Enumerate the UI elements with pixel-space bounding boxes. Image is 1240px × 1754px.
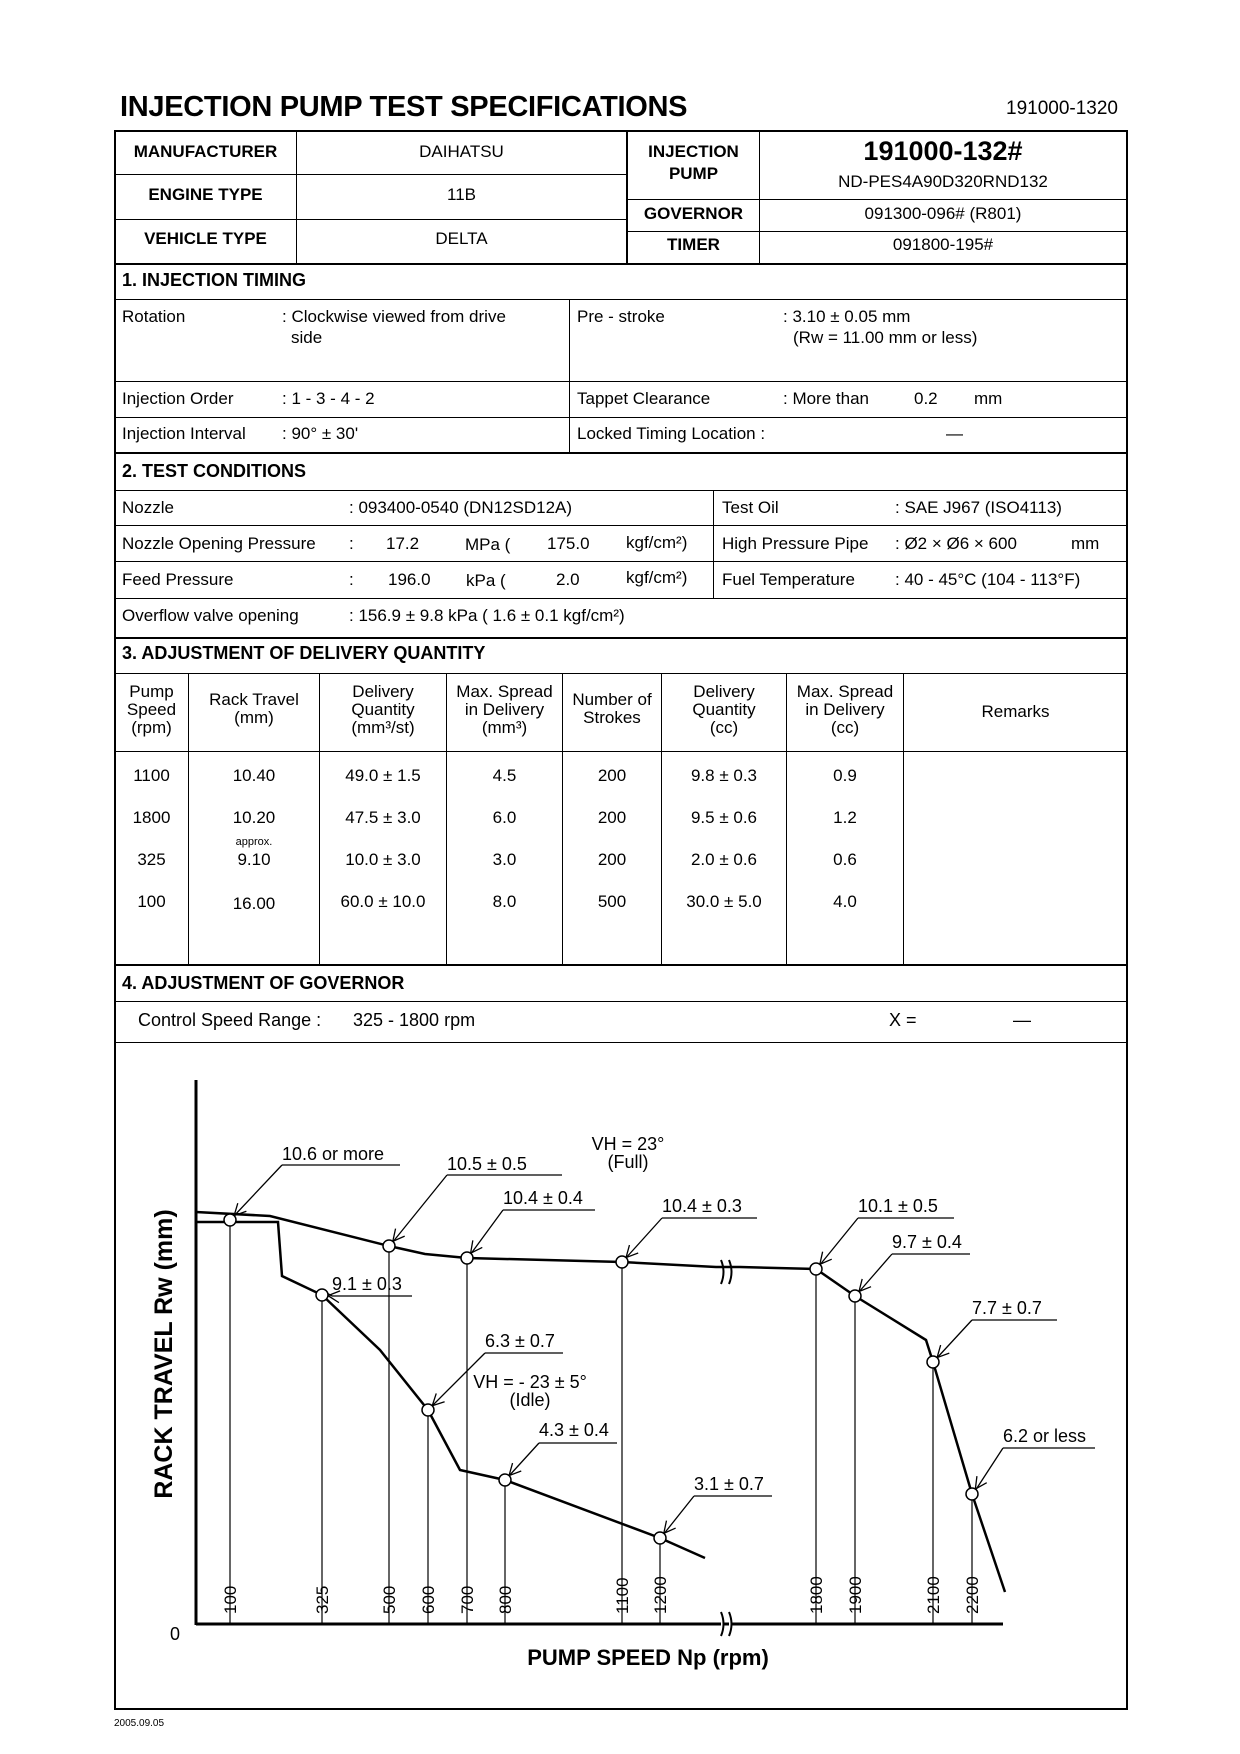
injection-order-label: Injection Order [122, 389, 234, 408]
nozzle-opening-pressure-colon: : [349, 534, 354, 553]
row4-speed: 100 [137, 892, 166, 911]
prestroke-value: : 3.10 ± 0.05 mm [783, 307, 911, 326]
full-1100-leader [625, 1218, 662, 1259]
x-tick-1100: 1100 [613, 1577, 632, 1614]
timer-value: 091800-195# [892, 235, 994, 254]
governor-label: GOVERNOR [643, 204, 744, 223]
full-load-label: VH = 23° [591, 1134, 665, 1154]
row3-quantity-cc: 2.0 ± 0.6 [690, 850, 758, 869]
idle-800-leader [508, 1443, 539, 1477]
x-tick-2100: 2100 [924, 1576, 943, 1614]
row1-strokes: 200 [597, 766, 627, 785]
header-number-of-strokes: Number of Strokes [572, 690, 652, 727]
header-max-spread-mm3: Max. Spread in Delivery (mm³) [456, 682, 553, 737]
x-label: X = [889, 1010, 917, 1030]
x-tick-325: 325 [313, 1585, 332, 1614]
nozzle-opening-pressure-mpa: 17.2 [386, 534, 420, 553]
idle-800-label: 4.3 ± 0.4 [539, 1420, 609, 1440]
rotation-value: : Clockwise viewed from drive [282, 307, 506, 326]
row1-rack: 10.40 [232, 766, 276, 785]
x-tick-500: 500 [380, 1585, 399, 1614]
governor-value: 091300-096# (R801) [864, 204, 1022, 223]
row1-quantity-cc: 9.8 ± 0.3 [690, 766, 758, 785]
idle-325-point [316, 1289, 328, 1301]
high-pressure-pipe-value: : Ø2 × Ø6 × 600 [895, 534, 1017, 553]
full-700-point [461, 1252, 473, 1264]
row3-spread: 3.0 [492, 850, 517, 869]
row4-quantity: 60.0 ± 10.0 [340, 892, 426, 911]
idle-1200-label: 3.1 ± 0.7 [694, 1474, 764, 1494]
header-delivery-quantity-mm3: Delivery Quantity (mm³/st) [351, 682, 415, 737]
full-2100-point [927, 1356, 939, 1368]
full-700-label: 10.4 ± 0.4 [503, 1188, 583, 1208]
engine-type-label: ENGINE TYPE [148, 185, 263, 204]
feed-pressure-colon: : [349, 570, 354, 589]
kpa-unit: kPa ( [466, 571, 506, 590]
full-2100-label: 7.7 ± 0.7 [972, 1298, 1042, 1318]
full-1900-leader [858, 1254, 892, 1293]
vehicle-type-label: VEHICLE TYPE [144, 229, 267, 248]
pump-model: ND-PES4A90D320RND132 [838, 172, 1048, 191]
full-2200-label: 6.2 or less [1003, 1426, 1087, 1446]
test-oil-value: : SAE J967 (ISO4113) [895, 498, 1062, 517]
fuel-temperature-label: Fuel Temperature [722, 570, 855, 589]
tappet-value: : More than [783, 389, 869, 408]
full-1800-point [810, 1263, 822, 1275]
control-speed-label: Control Speed Range : [138, 1010, 322, 1030]
full-1900-point [849, 1290, 861, 1302]
idle-curve [196, 1222, 705, 1558]
row2-spread-cc: 1.2 [833, 808, 857, 827]
overflow-valve-label: Overflow valve opening [122, 606, 299, 625]
feed-kgf-unit: kgf/cm²) [626, 568, 688, 587]
row4-strokes: 500 [597, 892, 627, 911]
x-tick-700: 700 [458, 1585, 477, 1614]
test-oil-label: Test Oil [722, 498, 779, 517]
mpa-unit: MPa ( [465, 535, 511, 554]
full-500-leader [392, 1175, 447, 1243]
origin-label: 0 [170, 1624, 181, 1644]
full-100-label: 10.6 or more [282, 1144, 385, 1164]
kgf-unit: kgf/cm²) [626, 533, 688, 552]
section-delivery-quantity: 3. ADJUSTMENT OF DELIVERY QUANTITY [122, 643, 486, 663]
manufacturer-label: MANUFACTURER [133, 142, 278, 161]
nozzle-opening-pressure-kgf: 175.0 [547, 534, 590, 553]
x-tick-800: 800 [496, 1585, 515, 1614]
injection-order-value: : 1 - 3 - 4 - 2 [282, 389, 375, 408]
x-tick-1900: 1900 [846, 1576, 865, 1614]
tappet-number: 0.2 [914, 389, 938, 408]
injection-pump-label-1: INJECTION [648, 142, 739, 161]
x-tick-1800: 1800 [807, 1576, 826, 1614]
injection-pump-label-2: PUMP [668, 164, 719, 183]
high-pressure-pipe-unit: mm [1071, 534, 1100, 553]
idle-1200-leader [663, 1496, 694, 1535]
idle-800-point [499, 1474, 511, 1486]
idle-1200-point [654, 1532, 666, 1544]
timer-label: TIMER [667, 235, 720, 254]
header-rack-travel: Rack Travel (mm) [209, 690, 299, 727]
section-test-conditions: 2. TEST CONDITIONS [122, 461, 307, 481]
tappet-label: Tappet Clearance [577, 389, 711, 408]
row2-quantity-cc: 9.5 ± 0.6 [690, 808, 758, 827]
control-speed-value: 325 - 1800 rpm [353, 1010, 476, 1030]
locked-timing-label: Locked Timing Location : [577, 424, 766, 443]
nozzle-label: Nozzle [122, 498, 174, 517]
approx-note: approx. [235, 836, 273, 848]
engine-type-value: 11B [447, 185, 476, 204]
full-100-point [224, 1214, 236, 1226]
y-axis-title: RACK TRAVEL Rw (mm) [150, 1209, 178, 1499]
manufacturer-value: DAIHATSU [419, 142, 504, 161]
full-500-label: 10.5 ± 0.5 [447, 1154, 527, 1174]
footer-date: 2005.09.05 [114, 1718, 165, 1729]
x-tick-2200: 2200 [963, 1576, 982, 1614]
full-1100-point [616, 1256, 628, 1268]
full-curve-break [721, 1260, 732, 1284]
feed-pressure-kgf: 2.0 [556, 570, 580, 589]
nozzle-opening-pressure-label: Nozzle Opening Pressure [122, 534, 316, 553]
nozzle-value: : 093400-0540 (DN12SD12A) [349, 498, 573, 517]
row2-quantity: 47.5 ± 3.0 [345, 808, 421, 827]
full-load-sublabel: (Full) [607, 1152, 649, 1172]
row4-spread: 8.0 [492, 892, 517, 911]
tappet-unit: mm [974, 389, 1003, 408]
row1-spread: 4.5 [492, 766, 517, 785]
row3-speed: 325 [137, 850, 166, 869]
full-500-point [383, 1240, 395, 1252]
header-remarks: Remarks [981, 702, 1050, 721]
prestroke-label: Pre - stroke [577, 307, 665, 326]
row3-spread-cc: 0.6 [833, 850, 857, 869]
prestroke-rw: (Rw = 11.00 mm or less) [793, 328, 978, 347]
row4-spread-cc: 4.0 [833, 892, 857, 911]
high-pressure-pipe-label: High Pressure Pipe [722, 534, 869, 553]
rotation-label: Rotation [122, 307, 186, 326]
row3-strokes: 200 [597, 850, 627, 869]
header-delivery-quantity-cc: Delivery Quantity (cc) [692, 682, 756, 737]
injection-interval-value: : 90° ± 30' [282, 424, 359, 443]
row2-strokes: 200 [597, 808, 627, 827]
full-2200-leader [975, 1448, 1003, 1491]
row4-rack: 16.00 [232, 894, 276, 913]
document-title: INJECTION PUMP TEST SPECIFICATIONS [120, 91, 688, 123]
feed-pressure-kpa: 196.0 [388, 570, 431, 589]
x-axis-title: PUMP SPEED Np (rpm) [527, 1645, 769, 1670]
full-1800-leader [819, 1218, 858, 1266]
locked-timing-value: — [946, 424, 963, 443]
x-tick-100: 100 [221, 1585, 240, 1614]
row2-rack: 10.20 [232, 808, 276, 827]
vehicle-type-value: DELTA [435, 229, 488, 248]
full-700-leader [470, 1210, 503, 1255]
x-tick-1200: 1200 [651, 1576, 670, 1614]
row4-quantity-cc: 30.0 ± 5.0 [686, 892, 762, 911]
full-1900-label: 9.7 ± 0.4 [892, 1232, 962, 1252]
idle-sublabel: (Idle) [509, 1390, 551, 1410]
row1-speed: 1100 [133, 766, 170, 785]
row2-speed: 1800 [132, 808, 171, 827]
feed-pressure-label: Feed Pressure [122, 570, 234, 589]
x-tick-600: 600 [419, 1585, 438, 1614]
fuel-temperature-value: : 40 - 45°C (104 - 113°F) [895, 570, 1081, 589]
full-1800-label: 10.1 ± 0.5 [858, 1196, 938, 1216]
section-governor: 4. ADJUSTMENT OF GOVERNOR [122, 973, 405, 993]
full-100-leader [233, 1165, 282, 1217]
idle-label: VH = - 23 ± 5° [473, 1372, 587, 1392]
full-1100-label: 10.4 ± 0.3 [662, 1196, 742, 1216]
full-2100-leader [936, 1320, 972, 1359]
idle-600-point [422, 1404, 434, 1416]
idle-325-label: 9.1 ± 0.3 [332, 1274, 402, 1294]
full-load-curve [196, 1212, 1005, 1592]
section-injection-timing: 1. INJECTION TIMING [122, 270, 307, 290]
injection-interval-label: Injection Interval [122, 424, 246, 443]
row3-quantity: 10.0 ± 3.0 [345, 850, 421, 869]
row2-spread: 6.0 [492, 808, 517, 827]
row1-spread-cc: 0.9 [833, 766, 857, 785]
header-max-spread-cc: Max. Spread in Delivery (cc) [796, 682, 894, 737]
idle-600-label: 6.3 ± 0.7 [485, 1331, 555, 1351]
header-pump-speed: Pump Speed (rpm) [126, 682, 177, 737]
row3-rack: 9.10 [237, 850, 271, 869]
full-2200-point [966, 1488, 978, 1500]
pump-number: 191000-132# [863, 136, 1023, 166]
rotation-value-2: side [291, 328, 323, 347]
overflow-valve-value: : 156.9 ± 9.8 kPa ( 1.6 ± 0.1 kgf/cm²) [349, 606, 625, 625]
x-value: — [1013, 1010, 1031, 1030]
document-number: 191000-1320 [1006, 98, 1118, 119]
row1-quantity: 49.0 ± 1.5 [345, 766, 421, 785]
